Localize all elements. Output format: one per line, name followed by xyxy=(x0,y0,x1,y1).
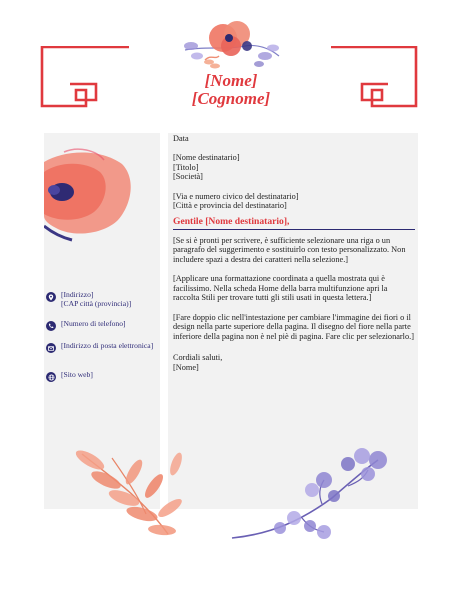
globe-icon xyxy=(46,372,56,382)
greeting-line[interactable]: Gentile [Nome destinatario], xyxy=(173,216,415,230)
top-flower-illustration xyxy=(175,16,285,72)
website-text[interactable]: [Sito web] xyxy=(61,370,93,379)
address-text[interactable]: [Indirizzo] [CAP città (provincia)] xyxy=(61,290,132,308)
side-flower-illustration xyxy=(44,142,134,242)
phone-text[interactable]: [Numero di telefono] xyxy=(61,319,126,328)
email-text[interactable]: [Indirizzo di posta elettronica] xyxy=(61,341,154,350)
recipient-address[interactable]: [Via e numero civico del destinatario] [Città e provincia del destinatario] xyxy=(173,191,299,211)
email-icon xyxy=(46,343,56,353)
name-header xyxy=(0,72,462,108)
recipient-block[interactable]: [Nome destinatario] [Titolo] [Società] xyxy=(173,153,240,182)
paragraph-3[interactable]: [Fare doppio clic nell'intestazione per cambiare l'immagine dei fiori o il design nella parte superiore della pagina. Il disegno del fiore nella parte inferiore della pagina non è nel piè di pagina. Fare clic per selezionarlo.] xyxy=(173,312,414,341)
letter-body xyxy=(173,134,415,382)
location-pin-icon xyxy=(46,292,56,302)
closing-block[interactable]: Cordiali saluti, [Nome] xyxy=(173,353,223,372)
letter-date[interactable]: Data xyxy=(173,134,189,143)
contact-address xyxy=(46,291,131,308)
contact-email xyxy=(46,342,153,353)
contact-phone xyxy=(46,320,126,331)
bottom-flower-illustration xyxy=(72,438,392,548)
phone-icon xyxy=(46,321,56,331)
paragraph-1[interactable]: [Se si è pronti per scrivere, è sufficiente selezionare una riga o un paragrafo del suggerimento e sostituirlo con testo personalizzato. Non includere spazi a destra dei caratteri nella selezione.] xyxy=(173,235,406,264)
contact-website xyxy=(46,371,93,382)
paragraph-2[interactable]: [Applicare una formattazione coordinata a quella mostrata qui è facilissimo. Nella scheda Home della barra multifunzione apri la raccolta Stili per trovare tutti gli stili usati in questa lettera.] xyxy=(173,274,388,303)
last-name[interactable]: [Cognome] xyxy=(191,89,271,108)
first-name[interactable]: [Nome] xyxy=(204,71,258,90)
